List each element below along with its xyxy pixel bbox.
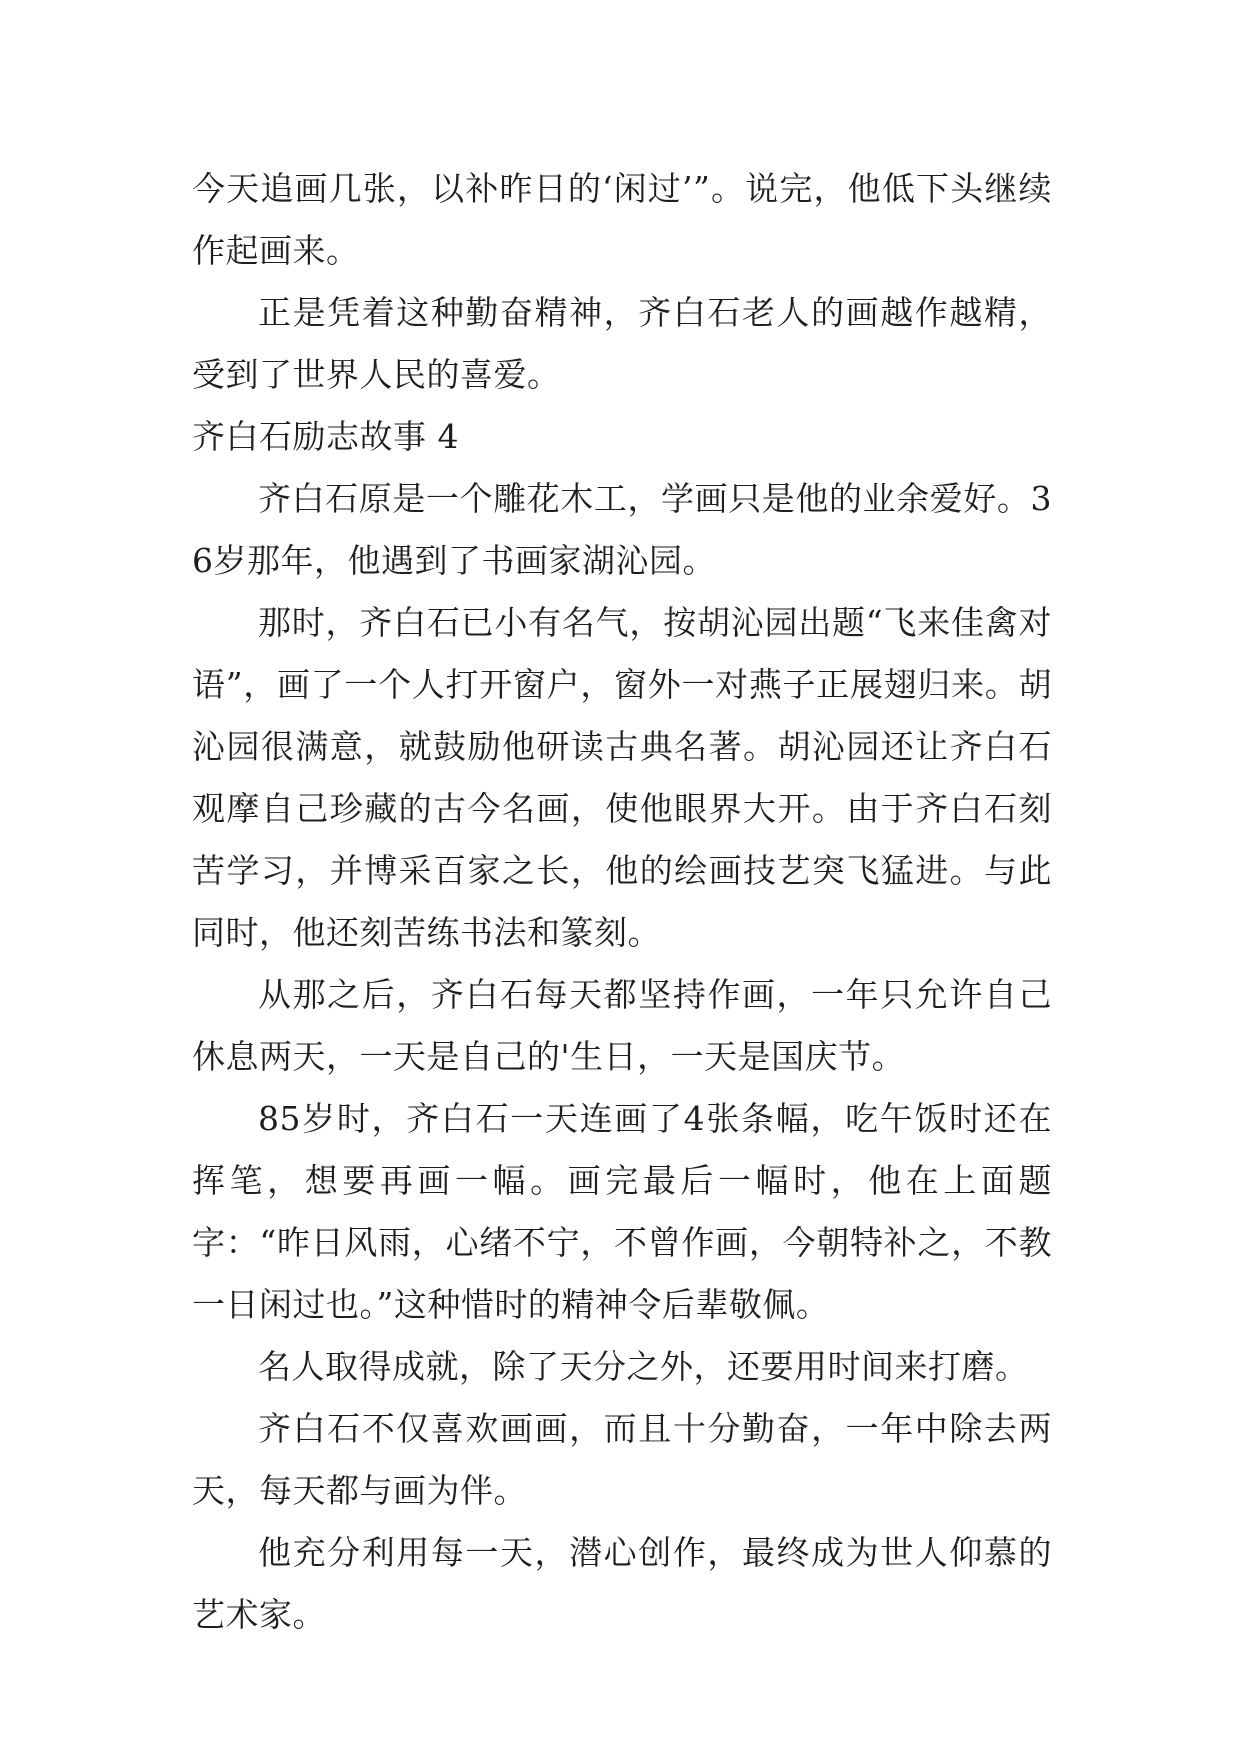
paragraph-story-7: 他充分利用每一天，潜心创作，最终成为世人仰慕的艺术家。 [192,1533,1052,1634]
document-body [192,158,1052,1646]
paragraph-story-2: 那时，齐白石已小有名气，按胡沁园出题“飞来佳禽对语”，画了一个人打开窗户，窗外一对燕子正展翅归来。胡沁园很满意，就鼓励他研读古典名著。胡沁园还让齐白石观摩自己珍藏的古今名画，使他眼界大开。由于齐白石刻苦学习，并博采百家之长，他的绘画技艺突飞猛进。与此同时，他还刻苦练书法和篆刻。 [192,603,1052,952]
paragraph-continuation: 今天追画几张，以补昨日的‘闲过’”。说完，他低下头继续作起画来。 [192,169,1052,270]
paragraph-story-1: 齐白石原是一个雕花木工，学画只是他的业余爱好。36岁那年，他遇到了书画家湖沁园。 [192,479,1052,580]
paragraph-story-5: 名人取得成就，除了天分之外，还要用时间来打磨。 [258,1347,1029,1386]
paragraph-story-4: 85岁时，齐白石一天连画了4张条幅，吃午饭时还在挥笔，想要再画一幅。画完最后一幅时，他在上面题字：“昨日风雨，心绪不宁，不曾作画，今朝特补之，不教一日闲过也。”这种惜时的精神令后辈敬佩。 [192,1099,1052,1324]
paragraph-diligence: 正是凭着这种勤奋精神，齐白石老人的画越作越精，受到了世界人民的喜爱。 [192,293,1052,394]
paragraph-story-6: 齐白石不仅喜欢画画，而且十分勤奋，一年中除去两天，每天都与画为伴。 [192,1409,1052,1510]
paragraph-story-3: 从那之后，齐白石每天都坚持作画，一年只允许自己休息两天，一天是自己的'生日，一天是国庆节。 [192,975,1052,1076]
section-heading: 齐白石励志故事 4 [192,417,459,456]
